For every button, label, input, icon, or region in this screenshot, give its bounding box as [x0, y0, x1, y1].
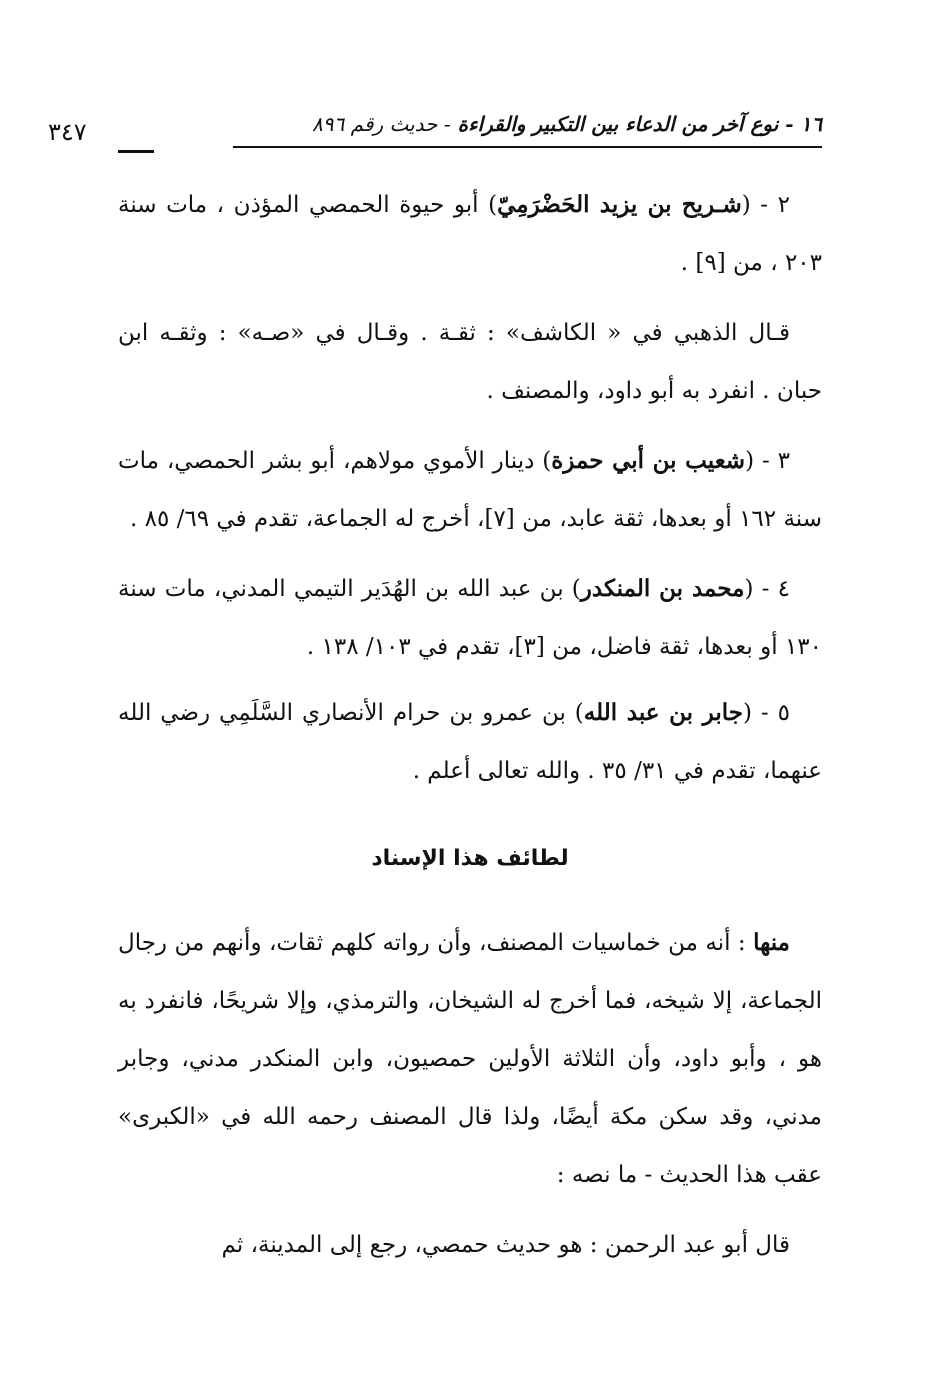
narrator-name: شـريح بن يزيد الحَضْرَمِيّ	[497, 191, 742, 218]
narrator-name: محمد بن المنكدر	[580, 575, 745, 602]
chapter-title: ١٦ - نوع آخر من الدعاء بين التكبير والقراءة	[457, 112, 822, 136]
page-body	[118, 176, 822, 1286]
subtleties-lead: منها	[753, 929, 790, 956]
final-line: قال أبو عبد الرحمن : هو حديث حمصي، رجع إلى المدينة، ثم	[221, 1232, 790, 1258]
header-rule	[233, 146, 822, 148]
narrator-entry-3: ٣ - (شعيب بن أبي حمزة) دينار الأموي مولاهم، أبو بشر الحمصي، مات سنة ١٦٢ أو بعدها، ثقة عابد، من [٧]، أخرج له الجماعة، تقدم في ٦٩/ ٨٥ .	[118, 447, 822, 532]
subtleties-paragraph: منها : أنه من خماسيات المصنف، وأن رواته كلهم ثقات، وأنهم من رجال الجماعة، إلا شيخه، فما أخرج له الشيخان، والترمذي، وإلا شريحًا، فانفرد به هو ، وأبو داود، وأن الثلاثة الأولين حمصيون، وابن المنكدر مدني، وجابر مدني، وقد سكن مكة أيضًا، ولذا قال المصنف رحمه الله في «الكبرى» عقب هذا الحديث - ما نصه :	[118, 929, 822, 1188]
page-number: ٣٤٧	[48, 118, 87, 146]
narrator-entry-5: ٥ - (جابر بن عبد الله) بن عمرو بن حرام الأنصاري السَّلَمِي رضي الله عنهما، تقدم في ٣١/ ٣٥ . والله تعالى أعلم .	[118, 699, 822, 784]
narrator-entry-2: ٢ - (شـريح بن يزيد الحَضْرَمِيّ) أبو حيوة الحمصي المؤذن ، مات سنة ٢٠٣ ، من [٩] .	[118, 191, 822, 276]
hadith-number: - حديث رقم ٨٩٦	[312, 112, 451, 136]
narrator-name: شعيب بن أبي حمزة	[551, 447, 746, 474]
page-number-dash	[118, 150, 154, 153]
narrator-entry-4: ٤ - (محمد بن المنكدر) بن عبد الله بن الهُدَير التيمي المدني، مات سنة ١٣٠ أو بعدها، ثقة فاضل، من [٣]، تقدم في ١٠٣/ ١٣٨ .	[118, 575, 822, 660]
dhahabi-note: قـال الذهبي في « الكاشف» : ثقـة . وقـال في «صـه» : وثقـه ابن حبان . انفرد به أبو داود، والمصنف .	[118, 320, 822, 404]
running-header	[118, 104, 822, 148]
section-heading: لطائف هذا الإسناد	[371, 846, 569, 871]
narrator-name: جابر بن عبد الله	[583, 699, 743, 726]
header-title	[312, 112, 822, 136]
